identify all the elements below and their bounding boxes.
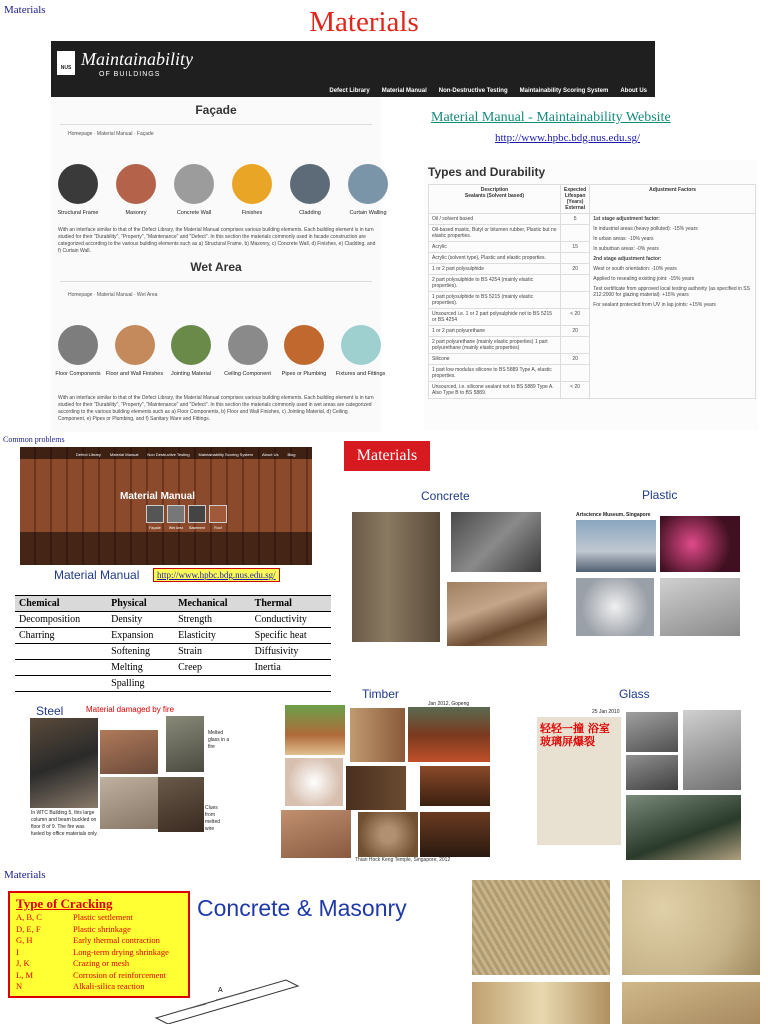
steel-photo-1 bbox=[30, 718, 98, 808]
site-nav-item[interactable]: Material Manual bbox=[109, 452, 139, 457]
header-adjustment: Adjustment Factors bbox=[649, 187, 697, 193]
sub-header: Sealants (Solvent based) bbox=[464, 193, 525, 199]
plastic-photo-4 bbox=[660, 578, 740, 636]
properties-cell: Specific heat bbox=[251, 628, 331, 644]
timber-photo-7 bbox=[281, 810, 351, 858]
concrete-photo-1 bbox=[352, 512, 440, 642]
properties-cell: Expansion bbox=[107, 628, 174, 644]
properties-cell: Softening bbox=[107, 644, 174, 660]
durability-title: Types and Durability bbox=[428, 165, 546, 179]
durability-desc: Oil-based mastic, Butyl or bitumen rubber, Plastic but no elastic properties. bbox=[429, 225, 561, 242]
durability-desc: Silicone bbox=[429, 354, 561, 365]
cracking-row bbox=[16, 912, 182, 924]
steel-melted-caption: Melted glass in a fire bbox=[208, 730, 230, 750]
timber-photo-5 bbox=[346, 766, 406, 810]
wet-area-title: Wet Area bbox=[190, 260, 242, 274]
logo-title: Maintainability bbox=[81, 49, 193, 69]
cracking-title: Type of Cracking bbox=[16, 896, 113, 911]
col-adjustment bbox=[590, 185, 756, 214]
durability-desc: 1 part polysulphide to BS 5215 (mainly elastic properties). bbox=[429, 292, 561, 309]
wet_area-item-image[interactable] bbox=[58, 325, 98, 365]
steel-label: Steel bbox=[36, 704, 64, 718]
facade-item-label[interactable]: Cladding bbox=[299, 210, 321, 216]
wet_area-item-label[interactable]: Pipes or Plumbing bbox=[281, 371, 327, 377]
durability-table bbox=[428, 184, 756, 399]
wet_area-item-label[interactable]: Floor and Wall Finishes bbox=[105, 371, 164, 377]
tab-wet-area[interactable] bbox=[167, 505, 185, 523]
nav-material-manual[interactable]: Material Manual bbox=[381, 88, 427, 94]
wet_area-item-image[interactable] bbox=[171, 325, 211, 365]
site-title: Material Manual bbox=[120, 491, 196, 502]
cracking-type: Crazing or mesh bbox=[73, 958, 130, 968]
cracking-row bbox=[16, 924, 182, 936]
durability-desc: Acrylic bbox=[429, 242, 561, 253]
facade-description: With an interface similar to that of the Defect Library, the Material Manual comprises various building elements. Each building element is in turn studied for their "Durability", "Property", "Maintenance" and "Defect". In this section the materials commonly used in facade construction are categorized according to the various building elements such as a) Structural Frame, b) Masonry, c) Concrete Wall, d) Finishes, e) Cladding, and f) Curtain Wall. bbox=[58, 227, 376, 254]
properties-header: Chemical bbox=[15, 596, 107, 612]
manual-link-title[interactable]: Material Manual - Maintainability Website bbox=[431, 110, 671, 125]
adjustment-factor: 2nd stage adjustment factor: bbox=[593, 256, 662, 262]
durability-desc: Oil / solvent based bbox=[429, 214, 561, 225]
banner-nav bbox=[329, 88, 647, 94]
durability-desc: 2 part polysulphide to BS 4254 (mainly elastic properties). bbox=[429, 275, 561, 292]
timber-photo-2 bbox=[350, 708, 405, 762]
facade-item-image[interactable] bbox=[348, 164, 388, 204]
cracking-code: L, M bbox=[16, 969, 33, 980]
plastic-label: Plastic bbox=[642, 488, 678, 502]
steel-wtc-caption: In WTC Building 5, this large column and beam buckled on floor 8 of 9. The fire was fueled by office materials only. bbox=[31, 810, 98, 837]
facade-item-label[interactable]: Curtain Walling bbox=[349, 210, 387, 216]
tab-basement[interactable] bbox=[188, 505, 206, 523]
durability-desc: Acrylic (solvent type), Plastic and elastic properties. bbox=[429, 253, 561, 264]
concrete-masonry-title: Concrete & Masonry bbox=[197, 895, 407, 921]
durability-years bbox=[561, 337, 590, 354]
wet_area-item-label[interactable]: Fixtures and Fittings bbox=[335, 371, 386, 377]
properties-cell: Strength bbox=[174, 612, 251, 628]
wet_area-item-image[interactable] bbox=[284, 325, 324, 365]
properties-row bbox=[15, 612, 331, 628]
masonry-photo-4 bbox=[622, 982, 760, 1024]
materials-badge: Materials bbox=[344, 441, 430, 471]
properties-cell: Conductivity bbox=[251, 612, 331, 628]
nus-logo bbox=[57, 51, 75, 75]
facade-item-label[interactable]: Structural Frame bbox=[57, 210, 99, 216]
glass-photo-1 bbox=[626, 712, 678, 752]
plastic-photo-2 bbox=[660, 516, 740, 572]
bottom-corner-label: Materials bbox=[4, 869, 46, 881]
concrete-photo-2 bbox=[451, 512, 541, 572]
timber-photo-1 bbox=[285, 705, 345, 755]
tab-label: Façade bbox=[149, 526, 161, 530]
timber-photo-8 bbox=[358, 812, 418, 857]
logo-org: NUS bbox=[60, 65, 72, 71]
glass-photo-4 bbox=[626, 795, 741, 860]
beam-line bbox=[176, 1004, 206, 1012]
steel-damaged-label: Material damaged by fire bbox=[86, 705, 175, 714]
tab-roof[interactable] bbox=[209, 505, 227, 523]
durability-desc: 2 part polyurethane (mainly elastic properties) 1 part polyurethane (mainly elastic properties) bbox=[429, 337, 561, 354]
site-nav-item[interactable]: Non Destructive Testing bbox=[147, 452, 190, 457]
manual-link-url[interactable]: http://www.hpbc.bdg.nus.edu.sg/ bbox=[495, 132, 641, 144]
wet_area-item-image[interactable] bbox=[115, 325, 155, 365]
cracking-code: N bbox=[16, 981, 23, 991]
durability-years: 5 bbox=[561, 214, 590, 225]
cracking-type: Corrosion of reinforcement bbox=[73, 969, 166, 980]
tab-facade[interactable] bbox=[146, 505, 164, 523]
plastic-caption: Artscience Museum, Singapore bbox=[576, 512, 651, 518]
durability-desc: 1 part low modulus silicone to BS 5889 Type A, elastic properties. bbox=[429, 365, 561, 382]
properties-cell: Strain bbox=[174, 644, 251, 660]
timber-photo-4 bbox=[285, 758, 343, 806]
properties-cell bbox=[15, 660, 107, 676]
durability-years bbox=[561, 292, 590, 309]
adjustment-factor: Test certificate from approved local testing authority (as specified in SS 212:2000 for glazing material): +15% years bbox=[593, 286, 750, 298]
properties-cell: Melting bbox=[107, 660, 174, 676]
timber-photo-9 bbox=[420, 812, 490, 857]
durability-years bbox=[561, 275, 590, 292]
adjustment-factor: In industrial areas (heavy polluted): -15% years bbox=[593, 226, 698, 232]
nav-ndt[interactable]: Non-Destructive Testing bbox=[438, 88, 508, 94]
durability-years: 20 bbox=[561, 264, 590, 275]
timber-label: Timber bbox=[362, 687, 399, 701]
properties-table bbox=[15, 595, 331, 692]
timber-photo-3 bbox=[408, 707, 490, 762]
cracking-row bbox=[16, 947, 182, 959]
durability-years: 20 bbox=[561, 326, 590, 337]
durability-row bbox=[429, 214, 756, 225]
wet_area-item-image[interactable] bbox=[341, 325, 381, 365]
adjustment-factor: For sealant protected from UV in lap joints: +15% years bbox=[593, 302, 716, 308]
durability-desc: Unsourced i.e. 1 or 2 part polysulphide not to BS 5215 or BS 4254 bbox=[429, 309, 561, 326]
glass-caption: 25 Jan 2010 bbox=[592, 709, 620, 715]
site-nav-item[interactable]: Blog bbox=[287, 452, 296, 457]
properties-header: Mechanical bbox=[174, 596, 251, 612]
material-manual-url[interactable]: http://www.hpbc.bdg.nus.edu.sg/ bbox=[153, 568, 280, 582]
wet_area-item-image[interactable] bbox=[228, 325, 268, 365]
properties-row bbox=[15, 644, 331, 660]
cracking-code: D, E, F bbox=[16, 923, 41, 934]
properties-cell: Creep bbox=[174, 660, 251, 676]
properties-cell: Diffusivity bbox=[251, 644, 331, 660]
masonry-photo-3 bbox=[472, 982, 610, 1024]
header-lifespan: Expected Lifespan (Years) bbox=[564, 187, 587, 205]
timber-caption: Jan 2012, Gopeng bbox=[428, 701, 470, 707]
col-description bbox=[429, 185, 561, 214]
properties-cell: Density bbox=[107, 612, 174, 628]
plastic-photo-3 bbox=[576, 578, 654, 636]
wet_area-item-label[interactable]: Floor Components bbox=[55, 371, 101, 377]
cracking-type: Plastic settlement bbox=[73, 912, 133, 922]
steel-clues-caption: Clues from melted wire bbox=[205, 805, 221, 832]
divider bbox=[60, 124, 372, 125]
properties-cell bbox=[174, 676, 251, 692]
site-nav-item[interactable]: Maintainability Scoring System bbox=[198, 452, 254, 457]
website-banner bbox=[51, 41, 655, 97]
facade-item-image[interactable] bbox=[58, 164, 98, 204]
adjustment-factor: 1st stage adjustment factor: bbox=[593, 216, 660, 222]
cracking-row bbox=[16, 935, 182, 947]
wet-area-breadcrumb: Homepage · Material Manual · Wet Area bbox=[68, 292, 158, 298]
logo-subtitle: OF BUILDINGS bbox=[99, 71, 161, 78]
durability-years: < 20 bbox=[561, 382, 590, 399]
cracking-row bbox=[16, 958, 182, 970]
tab-label: Wet Area bbox=[168, 526, 184, 530]
adjustment-factor: In suburban areas: -0% years bbox=[593, 246, 659, 252]
glass-photo-3 bbox=[626, 755, 678, 790]
facade-item-image[interactable] bbox=[116, 164, 156, 204]
plastic-photo-1 bbox=[576, 520, 656, 572]
glass-label: Glass bbox=[619, 687, 650, 701]
properties-header: Thermal bbox=[251, 596, 331, 612]
facade-item-label[interactable]: Masonry bbox=[125, 210, 147, 216]
steel-photo-5 bbox=[158, 777, 204, 832]
durability-years bbox=[561, 365, 590, 382]
site-tabs bbox=[146, 505, 227, 523]
nav-defect-library[interactable]: Defect Library bbox=[329, 88, 370, 94]
masonry-photo-1 bbox=[472, 880, 610, 975]
site-tab-labels bbox=[146, 525, 227, 532]
site-nav-item[interactable]: Defect Library bbox=[76, 452, 101, 457]
sub-col: External bbox=[565, 205, 585, 211]
durability-desc: 1 or 2 part polyurethane bbox=[429, 326, 561, 337]
adjustment-factor: West or south orientation: -10% years bbox=[593, 266, 677, 272]
properties-cell bbox=[15, 644, 107, 660]
steel-photo-2 bbox=[100, 730, 158, 774]
beam-label-a: A bbox=[218, 987, 223, 994]
properties-cell: Charring bbox=[15, 628, 107, 644]
facade-item-label[interactable]: Concrete Wall bbox=[176, 210, 212, 216]
common-problems-label: Common problems bbox=[3, 435, 65, 444]
material-manual-label: Material Manual bbox=[54, 568, 140, 582]
cracking-type: Long-term drying shrinkage bbox=[73, 946, 169, 957]
facade-item-image[interactable] bbox=[174, 164, 214, 204]
wet_area-item-label[interactable]: Jointing Material bbox=[170, 371, 212, 377]
beam-diagram bbox=[146, 970, 306, 1024]
beam-outline bbox=[156, 980, 298, 1024]
facade-title: Façade bbox=[195, 103, 237, 117]
durability-years: 20 bbox=[561, 354, 590, 365]
corner-label: Materials bbox=[4, 4, 46, 16]
durability-years: 15 bbox=[561, 242, 590, 253]
cracking-code: G, H bbox=[16, 935, 33, 945]
properties-row bbox=[15, 660, 331, 676]
properties-cell: Decomposition bbox=[15, 612, 107, 628]
durability-desc: 1 or 2 part polysulphide bbox=[429, 264, 561, 275]
header-description: Description bbox=[480, 187, 509, 193]
site-nav bbox=[76, 451, 295, 458]
durability-years bbox=[561, 225, 590, 242]
page-title: Materials bbox=[309, 6, 419, 38]
properties-row bbox=[15, 676, 331, 692]
properties-cell: Inertia bbox=[251, 660, 331, 676]
cracking-type: Alkali-silica reaction bbox=[73, 981, 145, 991]
glass-photo-2 bbox=[683, 710, 741, 790]
properties-header: Physical bbox=[107, 596, 174, 612]
durability-years: < 20 bbox=[561, 309, 590, 326]
nav-about[interactable]: About Us bbox=[620, 88, 647, 94]
properties-cell bbox=[15, 676, 107, 692]
steel-photo-3 bbox=[166, 716, 204, 772]
glass-headline: 轻轻一撞 浴室玻璃屏爆裂 bbox=[540, 722, 610, 748]
facade-item-label[interactable]: Finishes bbox=[241, 210, 263, 216]
adjustment-factor: In urban areas: -10% years bbox=[593, 236, 654, 242]
wet_area-item-label[interactable]: Ceiling Component bbox=[224, 371, 271, 377]
cracking-type: Plastic shrinkage bbox=[73, 923, 131, 934]
site-description-bg bbox=[20, 532, 312, 565]
masonry-photo-2 bbox=[622, 880, 760, 975]
timber-footer: Thian Hock Keng Temple, Singapore, 2012 bbox=[355, 857, 451, 863]
material-manual-screenshot bbox=[20, 447, 312, 565]
adjustment-factors bbox=[590, 214, 756, 399]
timber-photo-6 bbox=[420, 766, 490, 806]
wet-area-description: With an interface similar to that of the Defect Library, the Material Manual comprises various building elements. Each building element is in turn studied for their "Durability", "Property", "Maintenance" and "Defect". In this section the materials commonly used in wet areas are categorized according to the various building elements such as a) Floor Components, b) Floor and Wall Finishes, c) Jointing Material, d) Ceiling Component, e) Pipes or Plumbing, and f) Sanitary Ware and Fittings. bbox=[58, 395, 374, 422]
concrete-photo-3 bbox=[447, 582, 547, 646]
facade-item-image[interactable] bbox=[290, 164, 330, 204]
cracking-code: A, B, C bbox=[16, 912, 42, 922]
facade-breadcrumb: Homepage · Material Manual · Façade bbox=[68, 131, 154, 137]
properties-cell: Elasticity bbox=[174, 628, 251, 644]
cracking-code: J, K bbox=[16, 958, 30, 968]
durability-desc: Unsourced, i.e. silicone sealant not to BS 5889 Type A. Also Type B to BS 5889. bbox=[429, 382, 561, 399]
cracking-type: Early thermal contraction bbox=[73, 935, 160, 945]
tab-label: Basement bbox=[189, 526, 205, 530]
col-lifespan bbox=[561, 185, 590, 214]
cracking-code: I bbox=[16, 946, 19, 957]
adjustment-factor: Applied to resealing existing joint: -15% years bbox=[593, 276, 695, 282]
properties-cell: Spalling bbox=[107, 676, 174, 692]
site-nav-item[interactable]: About Us bbox=[262, 452, 279, 457]
properties-cell bbox=[251, 676, 331, 692]
divider bbox=[60, 281, 372, 282]
tab-label: Roof bbox=[214, 526, 222, 530]
nav-scoring[interactable]: Maintainability Scoring System bbox=[519, 88, 609, 94]
facade-item-image[interactable] bbox=[232, 164, 272, 204]
durability-years bbox=[561, 253, 590, 264]
concrete-label: Concrete bbox=[421, 489, 470, 503]
properties-row bbox=[15, 628, 331, 644]
